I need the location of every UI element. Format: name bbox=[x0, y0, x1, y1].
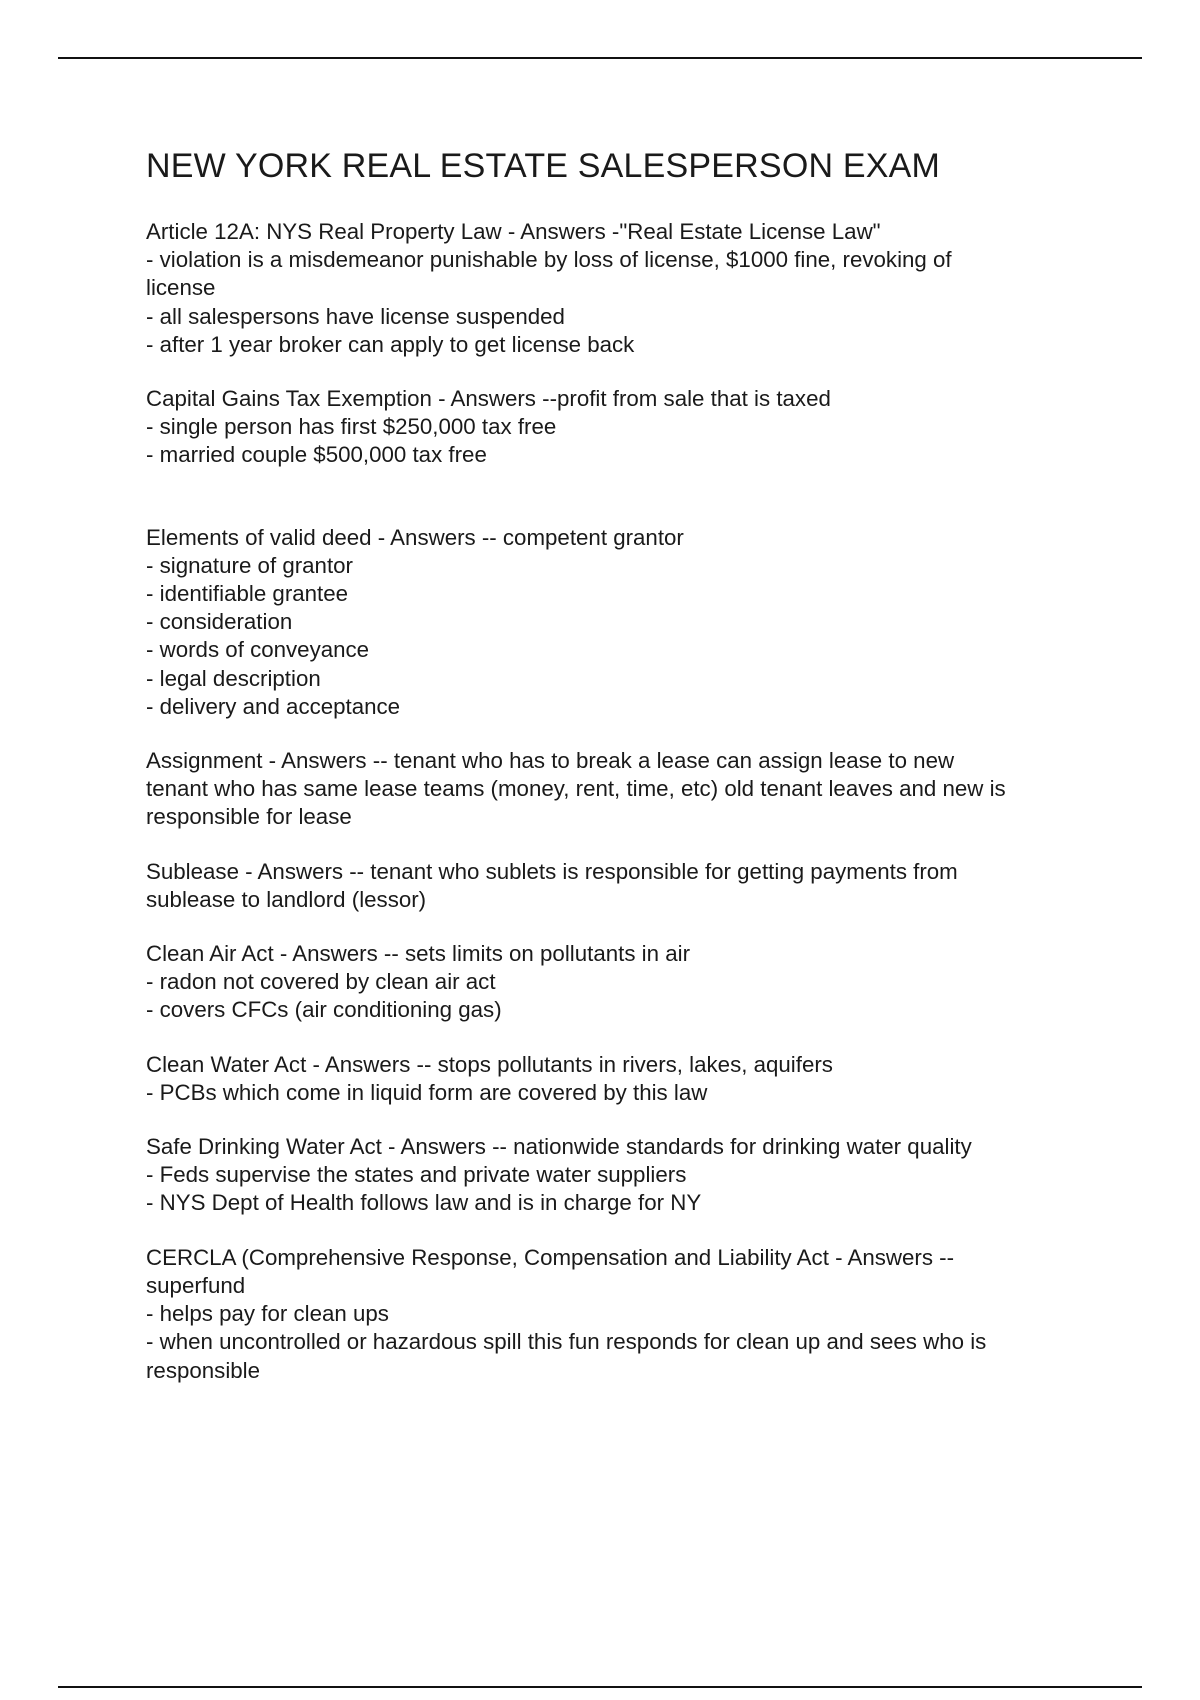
entry-line: - helps pay for clean ups bbox=[146, 1301, 389, 1327]
entry-line: Assignment - Answers -- tenant who has to break a lease can assign lease to new bbox=[146, 748, 955, 774]
document-body bbox=[146, 142, 1096, 1385]
top-rule bbox=[58, 57, 1142, 59]
bottom-rule bbox=[58, 1686, 1142, 1688]
entry-line: - PCBs which come in liquid form are covered by this law bbox=[146, 1079, 708, 1105]
entry-line: - signature of grantor bbox=[146, 552, 353, 578]
entry-line: sublease to landlord (lessor) bbox=[146, 886, 427, 912]
entry-line: Capital Gains Tax Exemption - Answers --profit from sale that is taxed bbox=[146, 386, 831, 412]
entry-line: - NYS Dept of Health follows law and is in charge for NY bbox=[146, 1190, 702, 1216]
entry-line: - consideration bbox=[146, 609, 293, 635]
entry-line: - violation is a misdemeanor punishable by loss of license, $1000 fine, revoking of bbox=[146, 247, 952, 273]
entry-line: Elements of valid deed - Answers -- competent grantor bbox=[146, 524, 684, 550]
entry-line: CERCLA (Comprehensive Response, Compensation and Liability Act - Answers -- bbox=[146, 1244, 955, 1270]
entry-line: tenant who has same lease teams (money, rent, time, etc) old tenant leaves and new is bbox=[146, 776, 1006, 802]
entry-capital-gains bbox=[146, 385, 1096, 470]
entry-line: - when uncontrolled or hazardous spill this fun responds for clean up and sees who is bbox=[146, 1329, 987, 1355]
entry-valid-deed bbox=[146, 524, 1096, 721]
entry-line: - Feds supervise the states and private water suppliers bbox=[146, 1162, 687, 1188]
entry-line: Clean Air Act - Answers -- sets limits on pollutants in air bbox=[146, 941, 690, 967]
entry-line: - identifiable grantee bbox=[146, 581, 349, 607]
entry-line: - delivery and acceptance bbox=[146, 693, 401, 719]
entry-sublease bbox=[146, 858, 1096, 914]
entry-line: Safe Drinking Water Act - Answers -- nationwide standards for drinking water quality bbox=[146, 1134, 972, 1160]
entry-line: - after 1 year broker can apply to get license back bbox=[146, 331, 635, 357]
entry-line: - radon not covered by clean air act bbox=[146, 969, 496, 995]
entry-safe-drinking-water-act bbox=[146, 1133, 1096, 1218]
entry-line: - words of conveyance bbox=[146, 637, 370, 663]
entry-line: Clean Water Act - Answers -- stops pollutants in rivers, lakes, aquifers bbox=[146, 1051, 833, 1077]
entry-cercla bbox=[146, 1244, 1096, 1385]
entry-clean-air-act bbox=[146, 940, 1096, 1025]
entry-line: responsible bbox=[146, 1357, 261, 1383]
entry-line: - all salespersons have license suspended bbox=[146, 303, 565, 329]
page-title: NEW YORK REAL ESTATE SALESPERSON EXAM bbox=[146, 147, 941, 185]
entry-line: superfund bbox=[146, 1272, 246, 1298]
entry-line: Sublease - Answers -- tenant who sublets is responsible for getting payments from bbox=[146, 858, 958, 884]
entry-article-12a bbox=[146, 218, 1096, 359]
entry-line: license bbox=[146, 275, 216, 301]
entry-line: - single person has first $250,000 tax free bbox=[146, 414, 557, 440]
entry-line: Article 12A: NYS Real Property Law - Answers -"Real Estate License Law" bbox=[146, 219, 881, 244]
entry-clean-water-act bbox=[146, 1051, 1096, 1107]
entry-assignment bbox=[146, 747, 1096, 832]
entry-line: responsible for lease bbox=[146, 804, 352, 830]
entry-line: - covers CFCs (air conditioning gas) bbox=[146, 997, 502, 1023]
entry-line: - married couple $500,000 tax free bbox=[146, 442, 487, 468]
entry-line: - legal description bbox=[146, 665, 321, 691]
